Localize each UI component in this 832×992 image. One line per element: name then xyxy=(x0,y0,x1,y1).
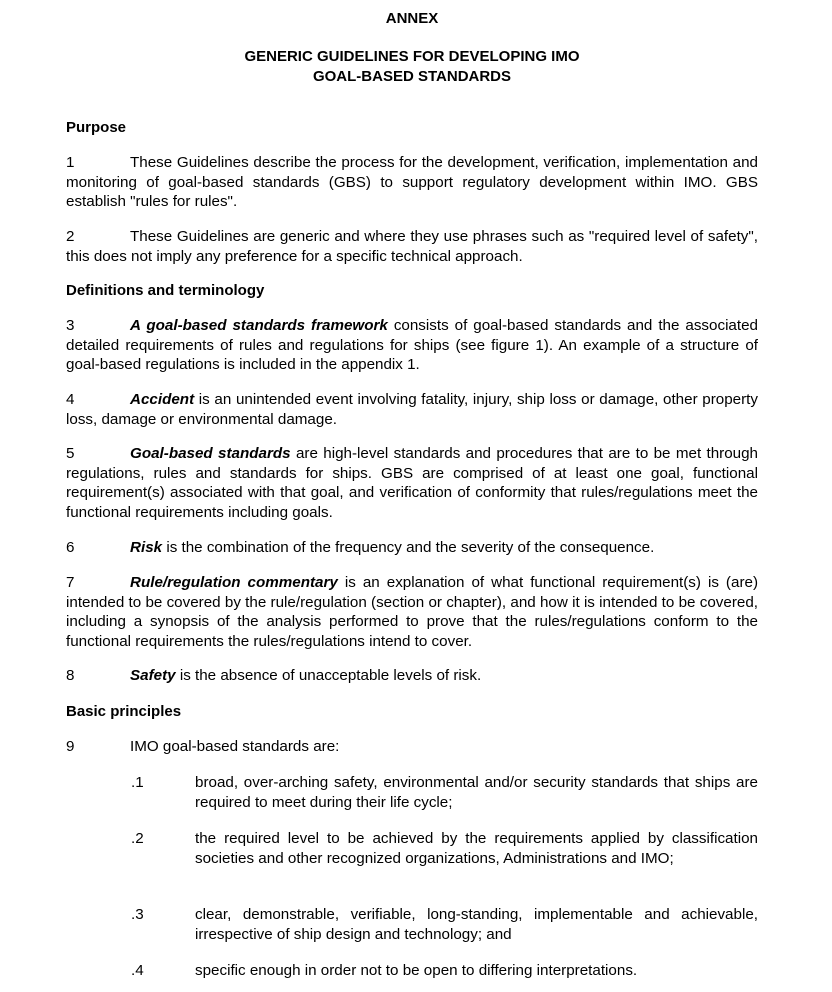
paragraph-number: 3 xyxy=(66,317,75,334)
defined-term: Safety xyxy=(130,667,176,684)
paragraph-number: 1 xyxy=(66,154,75,171)
section-heading-purpose: Purpose xyxy=(66,119,127,136)
paragraph-text: These Guidelines describe the process for the development, verification, implementation and monitoring of goal-based standards (GBS) to support regulatory development within IMO. GBS establish "rules for rules". xyxy=(66,154,758,210)
paragraph-text: consists of goal-based standards and the associated detailed requirements of rules and regulations for ships (see figure 1). An example of a structure of goal-based regulations is included in the appendix 1. xyxy=(66,317,758,373)
paragraph-text: is the combination of the frequency and the severity of the consequence. xyxy=(162,539,655,556)
list-item-number: .4 xyxy=(131,962,144,979)
paragraph-number: 5 xyxy=(66,445,75,462)
list-item-3 xyxy=(131,905,758,944)
paragraph-number: 8 xyxy=(66,667,75,684)
list-item-text: specific enough in order not to be open to differing interpretations. xyxy=(195,962,638,979)
paragraph-text: is an unintended event involving fatality, injury, ship loss or damage, other property loss, damage or environmental damage. xyxy=(66,391,758,428)
paragraph-1 xyxy=(66,153,758,212)
paragraph-3 xyxy=(66,316,758,375)
defined-term: Accident xyxy=(130,391,195,408)
paragraph-7 xyxy=(66,573,758,651)
doc-title-line-1: GENERIC GUIDELINES FOR DEVELOPING IMO xyxy=(244,48,580,65)
paragraph-number: 2 xyxy=(66,228,75,245)
paragraph-text: is an explanation of what functional requirement(s) is (are) intended to be covered by the rule/regulation (section or chapter), and how it is intended to be covered, including a synopsis of the analysis performed to prove that the rules/regulations conform to the functional requirements the rules/regulations intend to cover. xyxy=(66,574,759,650)
defined-term: A goal-based standards framework xyxy=(130,317,388,334)
paragraph-text: These Guidelines are generic and where they use phrases such as "required level of safety", this does not imply any preference for a specific technical approach. xyxy=(66,228,758,265)
paragraph-4 xyxy=(66,390,758,429)
paragraph-9 xyxy=(66,737,758,757)
list-item-text: the required level to be achieved by the requirements applied by classification societies and other recognized organizations, Administrations and IMO; xyxy=(195,830,758,867)
defined-term: Goal-based standards xyxy=(130,445,291,462)
list-item-number: .2 xyxy=(131,830,144,847)
list-item-number: .3 xyxy=(131,906,144,923)
paragraph-text: is the absence of unacceptable levels of risk. xyxy=(175,667,482,684)
paragraph-number: 4 xyxy=(66,391,75,408)
paragraph-text: are high-level standards and procedures that are to be met through regulations, rules and standards for ships. GBS are comprised of at least one goal, functional requirement(s) associated with that goal, and verification of conformity that rules/regulations meet the functional requirements including goals. xyxy=(66,445,759,521)
defined-term: Rule/regulation commentary xyxy=(130,574,338,591)
list-item-1 xyxy=(131,773,758,812)
list-item-4 xyxy=(131,961,758,981)
list-item-text: clear, demonstrable, verifiable, long-standing, implementable and achievable, irrespective of ship design and technology; and xyxy=(195,906,758,943)
annex-label: ANNEX xyxy=(385,10,439,27)
paragraph-8 xyxy=(66,666,758,686)
paragraph-number: 9 xyxy=(66,738,75,755)
section-heading-basic-principles: Basic principles xyxy=(66,703,182,720)
paragraph-number: 6 xyxy=(66,539,75,556)
defined-term: Risk xyxy=(130,539,163,556)
list-item-number: .1 xyxy=(131,774,144,791)
list-item-text: broad, over-arching safety, environmental and/or security standards that ships are required to meet during their life cycle; xyxy=(195,774,758,811)
paragraph-5 xyxy=(66,444,758,522)
doc-title-line-2: GOAL-BASED STANDARDS xyxy=(312,68,512,85)
list-item-2 xyxy=(131,829,758,868)
paragraph-number: 7 xyxy=(66,574,75,591)
paragraph-6 xyxy=(66,538,758,558)
section-heading-definitions: Definitions and terminology xyxy=(66,282,265,299)
paragraph-text: IMO goal-based standards are: xyxy=(130,738,340,755)
paragraph-2 xyxy=(66,227,758,266)
